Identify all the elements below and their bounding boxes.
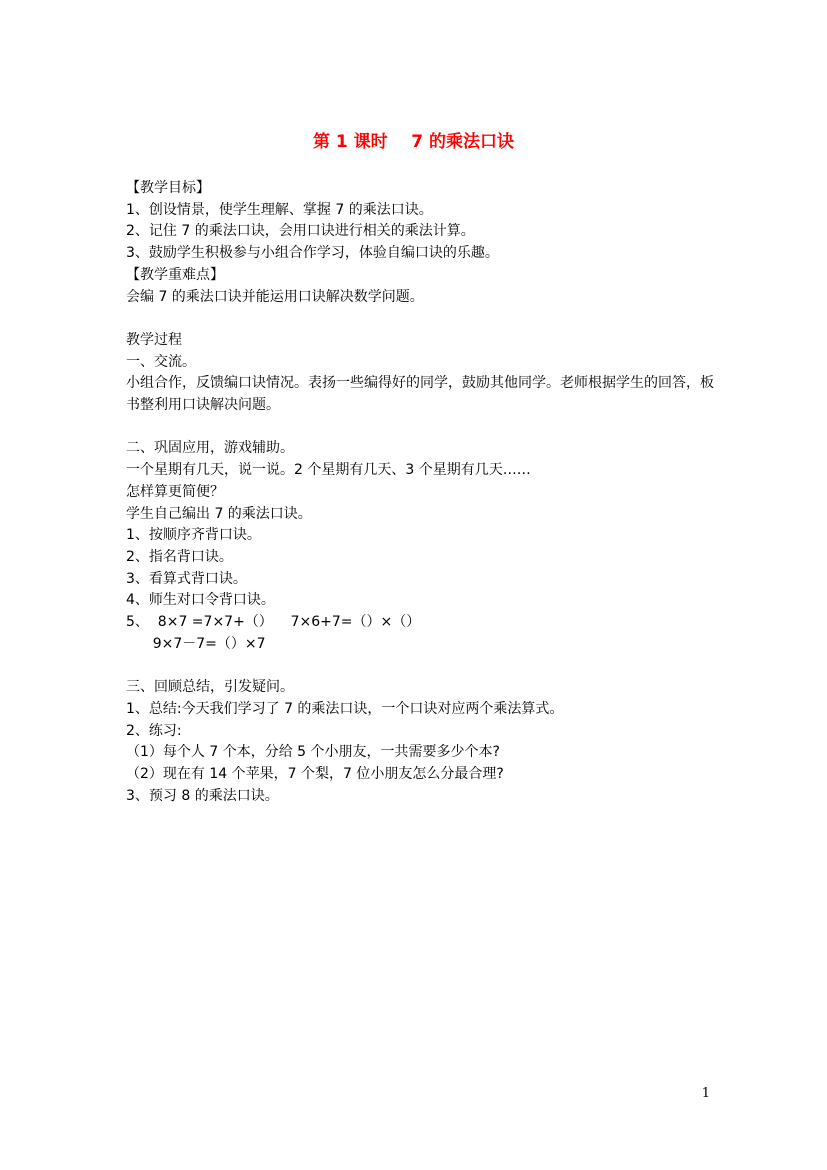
summary-line: 2、练习:: [126, 722, 182, 739]
practice-line: 4、师生对口令背口诀。: [126, 592, 275, 609]
process-step-heading: 一、交流。: [126, 353, 196, 370]
spacer: [126, 417, 726, 439]
objective-item: 1、创设情景，使学生理解、掌握 7 的乘法口诀。: [126, 201, 433, 218]
exercise-item: （2）现在有 14 个苹果，7 个梨，7 位小朋友怎么分最合理?: [126, 765, 504, 782]
section-heading-key-points: 【教学重难点】: [126, 266, 224, 283]
section-heading-objectives: 【教学目标】: [126, 180, 210, 196]
section-heading-practice: 二、巩固应用，游戏辅助。: [126, 440, 294, 457]
practice-line: 一个星期有几天，说一说。2 个星期有几天、3 个星期有几天……: [126, 462, 531, 479]
practice-line: 2、指名背口诀。: [126, 548, 233, 565]
practice-line: 3、看算式背口诀。: [126, 570, 247, 587]
section-heading-summary: 三、回顾总结，引发疑问。: [126, 679, 294, 696]
document-body: [126, 178, 726, 807]
page-number: 1: [701, 1086, 710, 1101]
objective-item: 2、记住 7 的乘法口诀，会用口诀进行相关的乘法计算。: [126, 223, 475, 240]
spacer: [126, 655, 726, 677]
objective-item: 3、鼓励学生积极参与小组合作学习，体验自编口诀的乐趣。: [126, 245, 499, 262]
practice-line: 学生自己编出 7 的乘法口诀。: [126, 505, 312, 522]
key-point-text: 会编 7 的乘法口诀并能运用口诀解决数学问题。: [126, 288, 424, 305]
practice-line: 1、按顺序齐背口诀。: [126, 527, 261, 544]
practice-line: 怎样算更简便？: [126, 483, 224, 500]
summary-line: 3、预习 8 的乘法口诀。: [126, 787, 279, 804]
practice-equation: 5、 8×7 =7×7+（） 7×6+7=（）×（）: [126, 614, 421, 631]
section-heading-process: 教学过程: [126, 331, 182, 348]
practice-equation: 9×7－7=（）×7: [126, 635, 266, 652]
lesson-title: 第 1 课时 7 的乘法口诀: [312, 132, 515, 152]
summary-line: 1、总结:今天我们学习了 7 的乘法口诀，一个口诀对应两个乘法算式。: [126, 700, 564, 717]
exercise-item: （1）每个人 7 个本，分给 5 个小朋友，一共需要多少个本?: [126, 744, 500, 761]
process-paragraph: 小组合作，反馈编口诀情况。表扬一些编得好的同学，鼓励其他同学。老师根据学生的回答，板书整利用口诀解决问题。: [126, 375, 714, 414]
spacer: [126, 308, 726, 330]
